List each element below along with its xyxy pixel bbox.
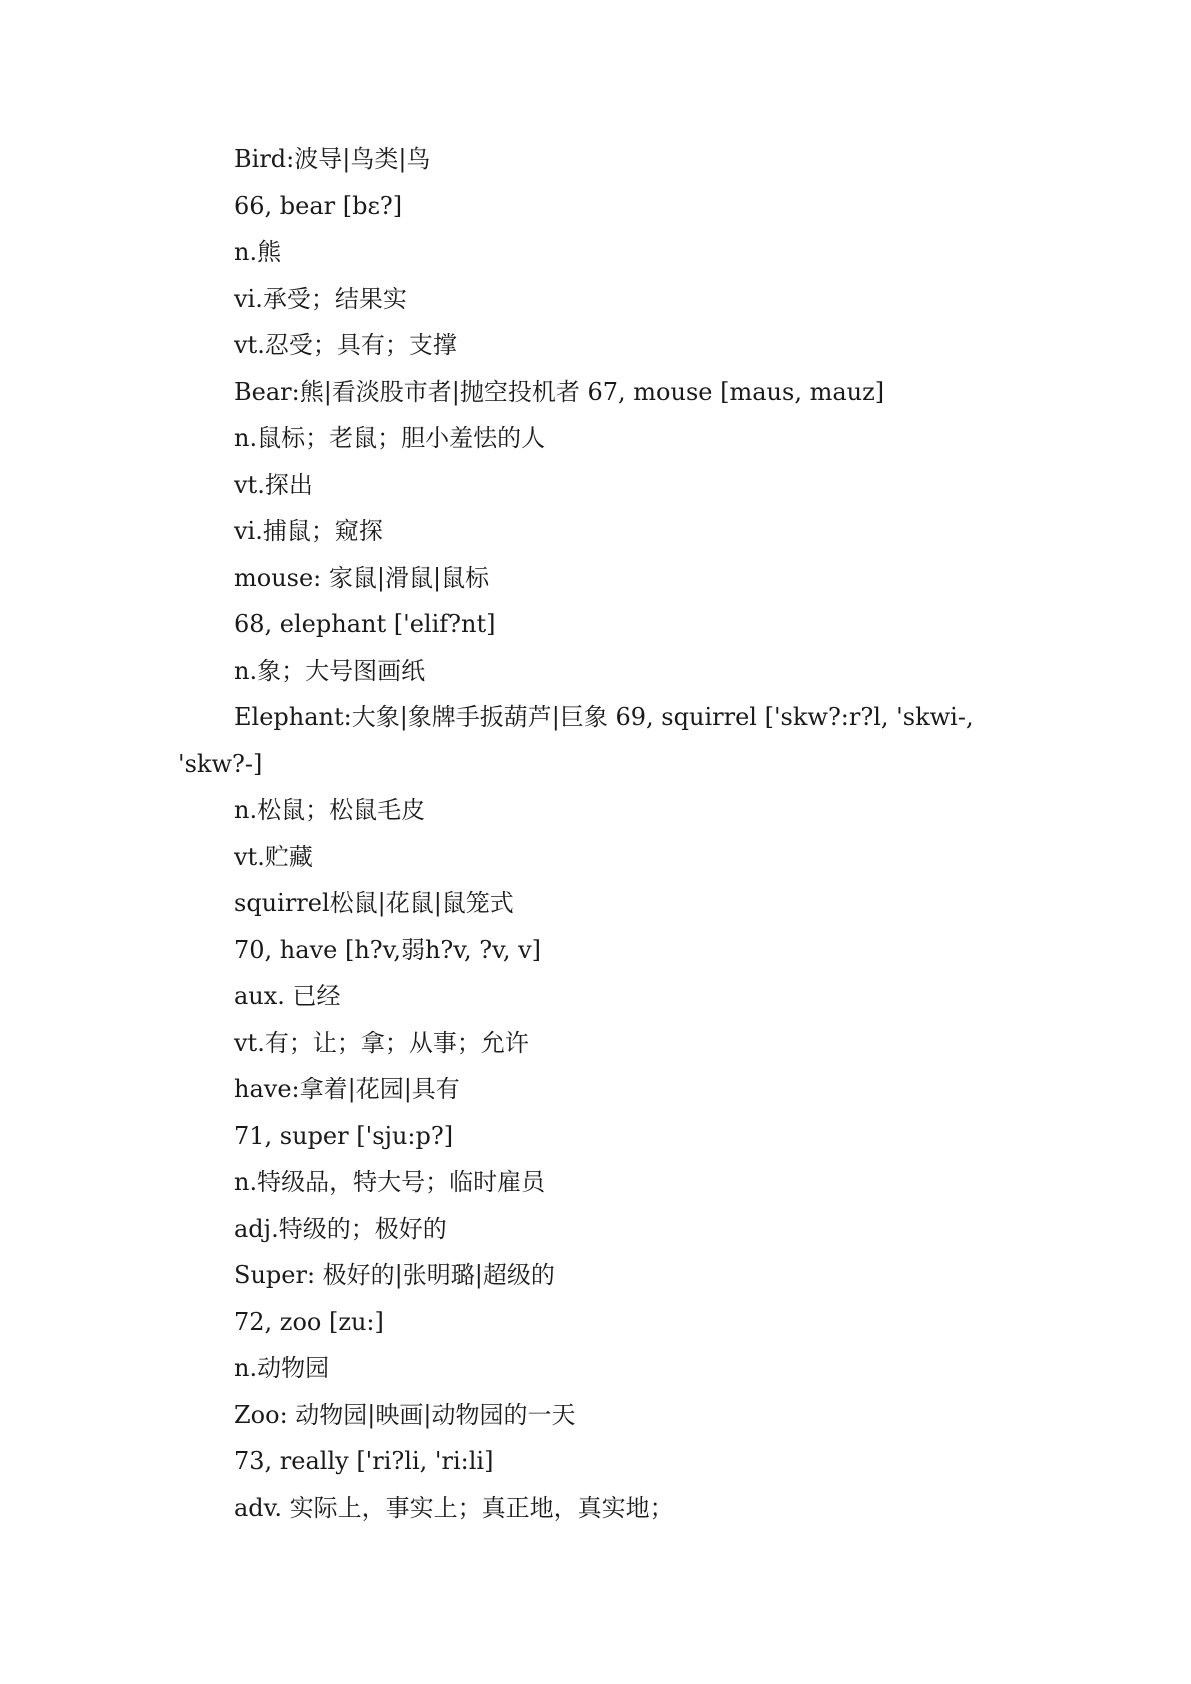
text-line-continuation: 'skw?-] (178, 749, 263, 778)
text-line: Zoo: 动物园|映画|动物园的一天 (234, 1400, 576, 1429)
text-line: 68, elephant ['elif?nt] (234, 610, 496, 638)
text-line: vt.忍受；具有；支撑 (234, 331, 457, 359)
text-line: n.熊 (234, 238, 282, 266)
text-line: vt.探出 (234, 470, 313, 499)
text-line: vi.承受；结果实 (234, 284, 407, 313)
text-line: n.松鼠；松鼠毛皮 (234, 796, 426, 824)
text-line: vi.捕鼠；窥探 (234, 517, 383, 545)
text-line: adj.特级的；极好的 (234, 1214, 447, 1243)
text-line: squirrel松鼠|花鼠|鼠笼式 (234, 889, 514, 917)
text-line: vt.贮藏 (234, 842, 313, 871)
text-line: n.动物园 (234, 1354, 330, 1382)
text-line: Elephant:大象|象牌手扳葫芦|巨象 69, squirrel ['skw?:r?l, 'skwi-, (234, 703, 974, 731)
text-line: 66, bear [bε?] (234, 191, 403, 220)
text-line: 70, have [h?v,弱h?v, ?v, v] (234, 935, 542, 964)
text-line: n.特级品，特大号；临时雇员 (234, 1168, 546, 1196)
text-line: 73, really ['ri?li, 'ri:li] (234, 1447, 494, 1475)
text-line: Super: 极好的|张明璐|超级的 (234, 1261, 555, 1289)
text-line: mouse: 家鼠|滑鼠|鼠标 (234, 563, 490, 592)
text-line: aux. 已经 (234, 982, 341, 1010)
text-line: Bird:波导|鸟类|鸟 (234, 145, 431, 173)
text-line: Bear:熊|看淡股市者|抛空投机者 67, mouse [maus, mauz] (234, 377, 885, 406)
text-line: have:拿着|花园|具有 (234, 1075, 460, 1103)
text-line: adv. 实际上，事实上；真正地，真实地； (234, 1493, 674, 1522)
text-line: n.象；大号图画纸 (234, 656, 426, 685)
document-body (178, 136, 1098, 1531)
text-line: 72, zoo [zu:] (234, 1307, 384, 1336)
text-line: 71, super ['sju:p?] (234, 1121, 454, 1150)
text-line: n.鼠标；老鼠；胆小羞怯的人 (234, 424, 546, 452)
text-line: vt.有；让；拿；从事；允许 (234, 1028, 529, 1057)
